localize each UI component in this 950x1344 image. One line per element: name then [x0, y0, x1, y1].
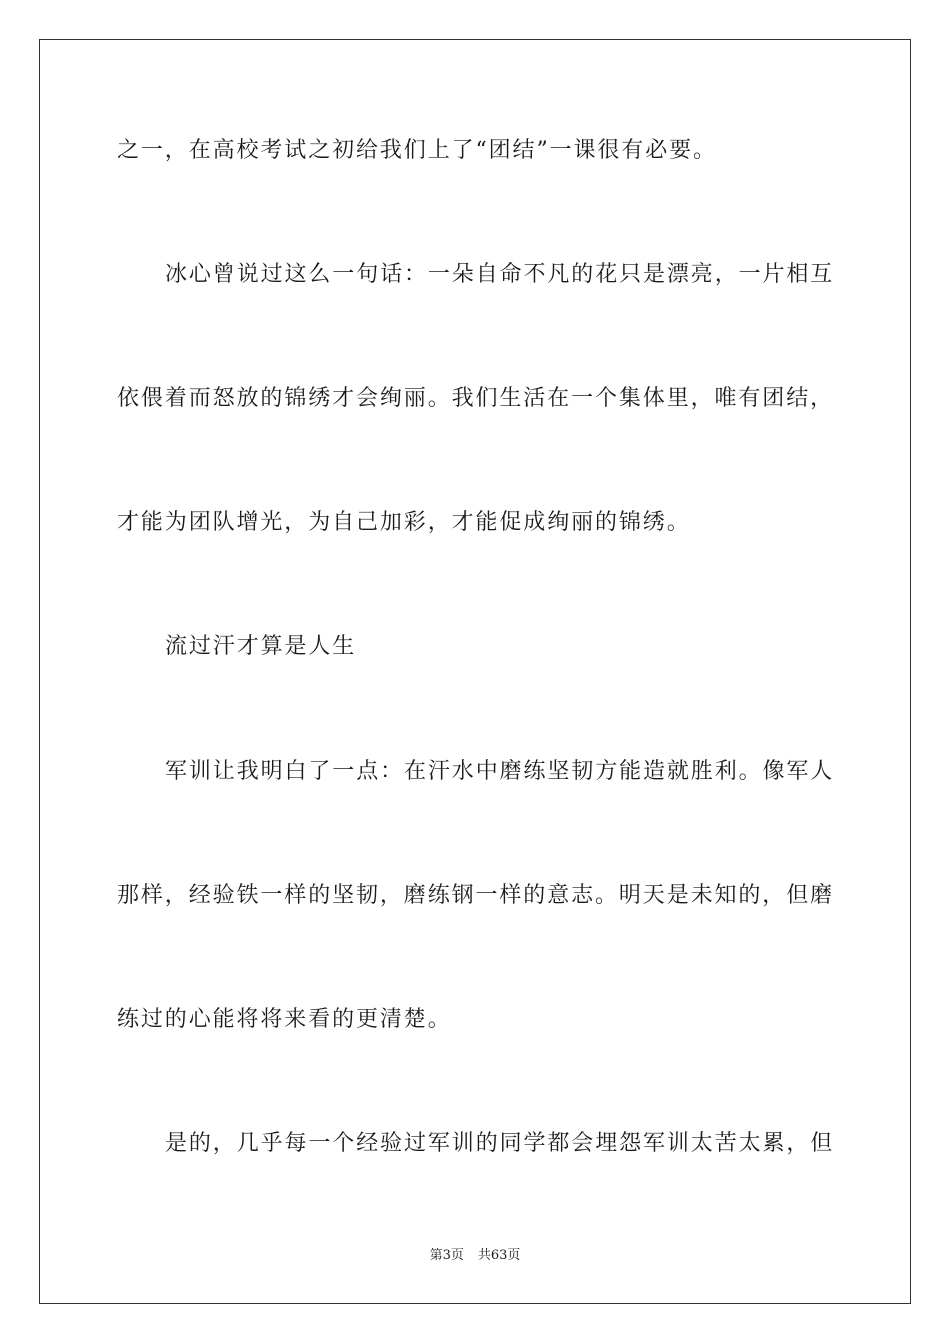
- section-heading: 流过汗才算是人生: [165, 634, 357, 659]
- page-frame: [39, 39, 911, 1304]
- page-total: 共63页: [477, 1248, 521, 1263]
- paragraph-line: 那样，经验铁一样的坚韧，磨练钢一样的意志。明天是未知的，但磨: [117, 883, 835, 908]
- paragraph-line: 才能为团队增光，为自己加彩，才能促成绚丽的锦绣。: [117, 510, 691, 535]
- paragraph-line: 练过的心能将将来看的更清楚。: [117, 1007, 452, 1032]
- page-footer: [0, 1246, 950, 1266]
- paragraph-line: 依偎着而怒放的锦绣才会绚丽。我们生活在一个集体里，唯有团结，: [117, 386, 835, 411]
- paragraph-line: 冰心曾说过这么一句话：一朵自命不凡的花只是漂亮，一片相互: [165, 262, 835, 287]
- paragraph-line: 是的，几乎每一个经验过军训的同学都会埋怨军训太苦太累，但: [165, 1131, 835, 1156]
- paragraph-line: 之一，在高校考试之初给我们上了“团结”一课很有必要。: [117, 138, 717, 163]
- paragraph-line: 军训让我明白了一点：在汗水中磨练坚韧方能造就胜利。像军人: [165, 759, 835, 784]
- page-number: 第3页: [429, 1248, 464, 1263]
